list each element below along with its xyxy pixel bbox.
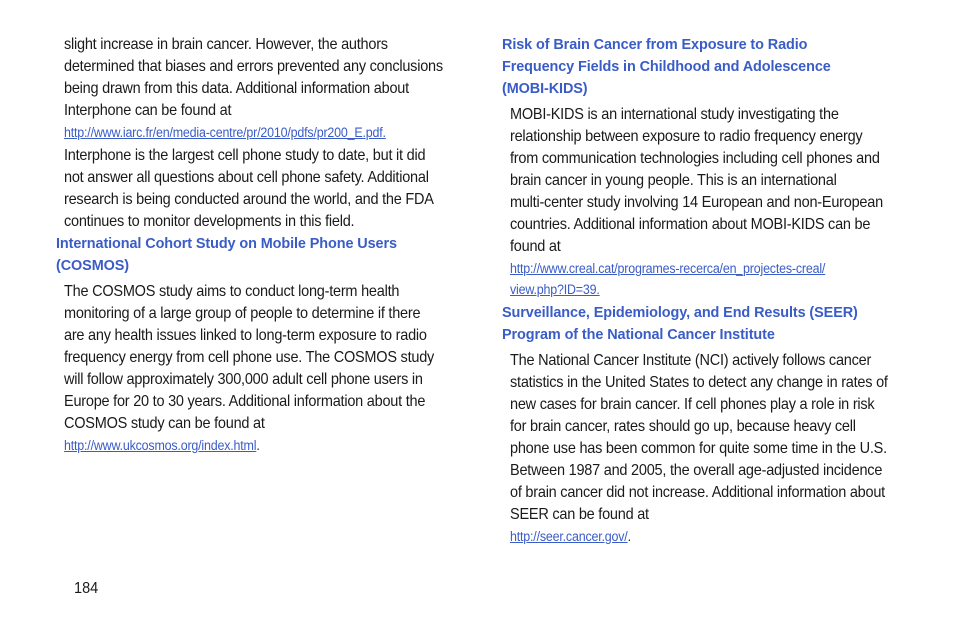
- seer-heading: Surveillance, Epidemiology, and End Results (SEER) Program of the National Cancer Institute: [502, 304, 858, 343]
- mobikids-link-part-1[interactable]: http://www.creal.cat/programes-recerca/en_projectes-creal/: [510, 261, 826, 276]
- seer-link[interactable]: http://seer.cancer.gov/: [510, 529, 628, 544]
- interphone-paragraph: Interphone is the largest cell phone study to date, but it did not answer all questions about cell phone safety. Additional research is being conducted around the world, and the FDA continues to monitor developments in this field.: [64, 147, 434, 230]
- seer-link-period: .: [627, 529, 631, 544]
- seer-link-line: [510, 526, 924, 547]
- mobikids-link-part-2[interactable]: view.php?ID=39.: [510, 282, 600, 297]
- mobikids-paragraph: MOBI-KIDS is an international study investigating the relationship between exposure to radio frequency energy from communication technologies including cell phones and brain cancer in young people. This is an international multi-center study involving 14 European and non-European countries. Additional information about MOBI-KIDS can be found at: [510, 106, 883, 255]
- cosmos-heading: International Cohort Study on Mobile Phone Users (COSMOS): [56, 235, 397, 274]
- right-column: [502, 34, 914, 547]
- page-number: 184: [74, 580, 99, 597]
- interphone-intro-paragraph: slight increase in brain cancer. However, the authors determined that biases and errors prevented any conclusions being drawn from this data. Additional information about Interphone can be found at: [64, 36, 443, 119]
- interphone-link-line: [64, 122, 476, 143]
- cosmos-link-period: .: [256, 438, 260, 453]
- seer-paragraph: The National Cancer Institute (NCI) actively follows cancer statistics in the United States to detect any change in rates of new cases for brain cancer. If cell phones play a role in risk for brain cancer, rates should go up, because heavy cell phone use has been common for quite some time in the U.S. Between 1987 and 2005, the overall age-adjusted incidence of brain cancer did not increase. Additional information about SEER can be found at: [510, 352, 888, 523]
- cosmos-link-line: [64, 435, 476, 456]
- cosmos-link[interactable]: http://www.ukcosmos.org/index.html: [64, 438, 257, 453]
- mobikids-link-block: [510, 258, 924, 300]
- cosmos-paragraph: The COSMOS study aims to conduct long-term health monitoring of a large group of people to determine if there are any health issues linked to long-term exposure to radio frequency energy from cell phone use. The COSMOS study will follow approximately 300,000 adult cell phone users in Europe for 20 to 30 years. Additional information about the COSMOS study can be found at: [64, 283, 435, 432]
- mobikids-heading: Risk of Brain Cancer from Exposure to Radio Frequency Fields in Childhood and Adolescence (MOBI-KIDS): [502, 36, 831, 97]
- left-column: [56, 34, 466, 456]
- interphone-link[interactable]: http://www.iarc.fr/en/media-centre/pr/2010/pdfs/pr200_E.pdf.: [64, 125, 386, 140]
